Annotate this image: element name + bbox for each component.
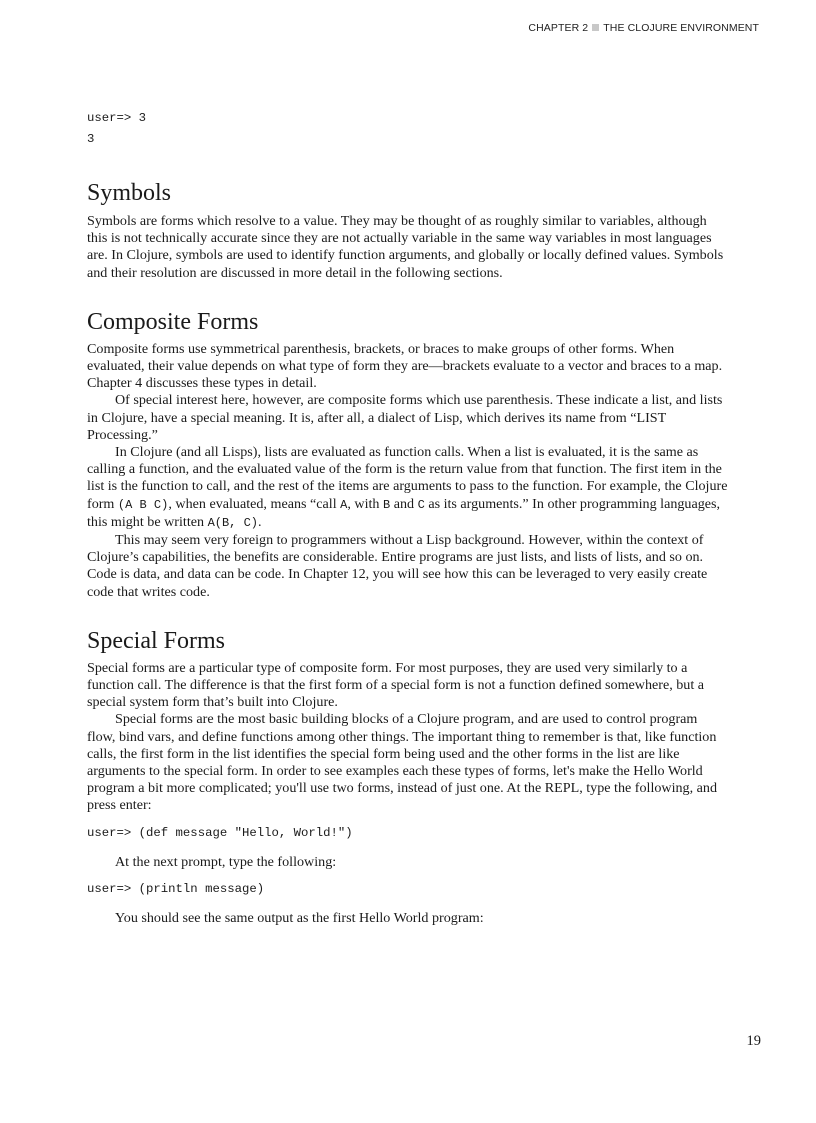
inline-code: C: [417, 497, 425, 512]
text-run: , when evaluated, means “call: [168, 495, 341, 512]
paragraph: Of special interest here, however, are composite forms which use parenthesis. These indicate a list, and lists in Clojure, have a special meaning. It is, after all, a dialect of Lisp, which derives its name from “LIST Processing.”: [87, 392, 723, 443]
code-block: user=> (println message): [87, 881, 265, 896]
paragraph: Special forms are a particular type of composite form. For most purposes, they are used very similarly to a function call. The difference is that the first form of a special form is not a function defined somewhere, but a special system form that’s built into Clojure.: [87, 659, 705, 711]
paragraph: This may seem very foreign to programmers without a Lisp background. However, within the context of Clojure’s capabilities, the benefits are considerable. Entire programs are just lists, and lists of lists, and so on. Code is data, and data can be code. In Chapter 12, you will see how this can be leveraged to very easily create code that writes code.: [87, 532, 708, 600]
text-run: .: [258, 513, 262, 530]
paragraph: [87, 444, 729, 532]
inline-code: (A B C): [117, 497, 169, 512]
running-header: [528, 22, 759, 34]
paragraph: Symbols are forms which resolve to a value. They may be thought of as roughly similar to variables, although this is not technically accurate since they are not actually variable in the same way variables in most languages are. In Clojure, symbols are used to identify function arguments, and globally or locally defined values. Symbols and their resolution are discussed in more detail in the following sections.: [87, 213, 724, 281]
separator-square-icon: [592, 24, 599, 31]
paragraph: At the next prompt, type the following:: [115, 853, 337, 870]
inline-code: A: [340, 497, 348, 512]
page-content: [87, 108, 729, 927]
code-block: user=> (def message "Hello, World!"): [87, 825, 353, 840]
section-heading-symbols: Symbols: [87, 180, 172, 206]
section-label: THE CLOJURE ENVIRONMENT: [603, 22, 759, 34]
chapter-label: CHAPTER 2: [528, 22, 589, 34]
paragraph: Composite forms use symmetrical parenthesis, brackets, or braces to make groups of other forms. When evaluated, their value depends on what type of form they are—brackets evaluate to a vector and braces to a map. Chapter 4 discusses these types in detail.: [87, 340, 723, 392]
inline-code: B: [382, 497, 391, 512]
inline-code: A(B, C): [207, 515, 258, 530]
code-line: 3: [87, 132, 95, 146]
paragraph: You should see the same output as the first Hello World program:: [115, 909, 484, 926]
text-run: In Clojure (and all Lisps), lists are evaluated as function calls. When a list is evaluated, it is the same as calling a function, and the evaluated value of the form is the return value from that function. The first item in the list is the function to call, and the rest of the items are arguments to pass to the function. For example, the Clojure form: [87, 444, 728, 512]
code-line: user=> 3: [87, 111, 147, 125]
page-number: 19: [746, 1033, 761, 1049]
text-run: and: [390, 495, 418, 512]
section-heading-special-forms: Special Forms: [87, 627, 225, 654]
text-run: as its arguments.” In other programming languages, this might be written: [87, 495, 721, 530]
section-heading-composite-forms: Composite Forms: [87, 308, 259, 335]
paragraph: Special forms are the most basic building blocks of a Clojure program, and are used to control program flow, bind vars, and define functions among other things. The important thing to remember is that, like function calls, the first form in the list identifies the special form being used and the other forms in the list are like arguments to the special form. In order to see examples each these types of forms, let's make the Hello World program a bit more complicated; you'll use two forms, instead of just one. At the REPL, type the following, and press enter:: [87, 711, 717, 814]
text-run: , with: [347, 495, 383, 512]
